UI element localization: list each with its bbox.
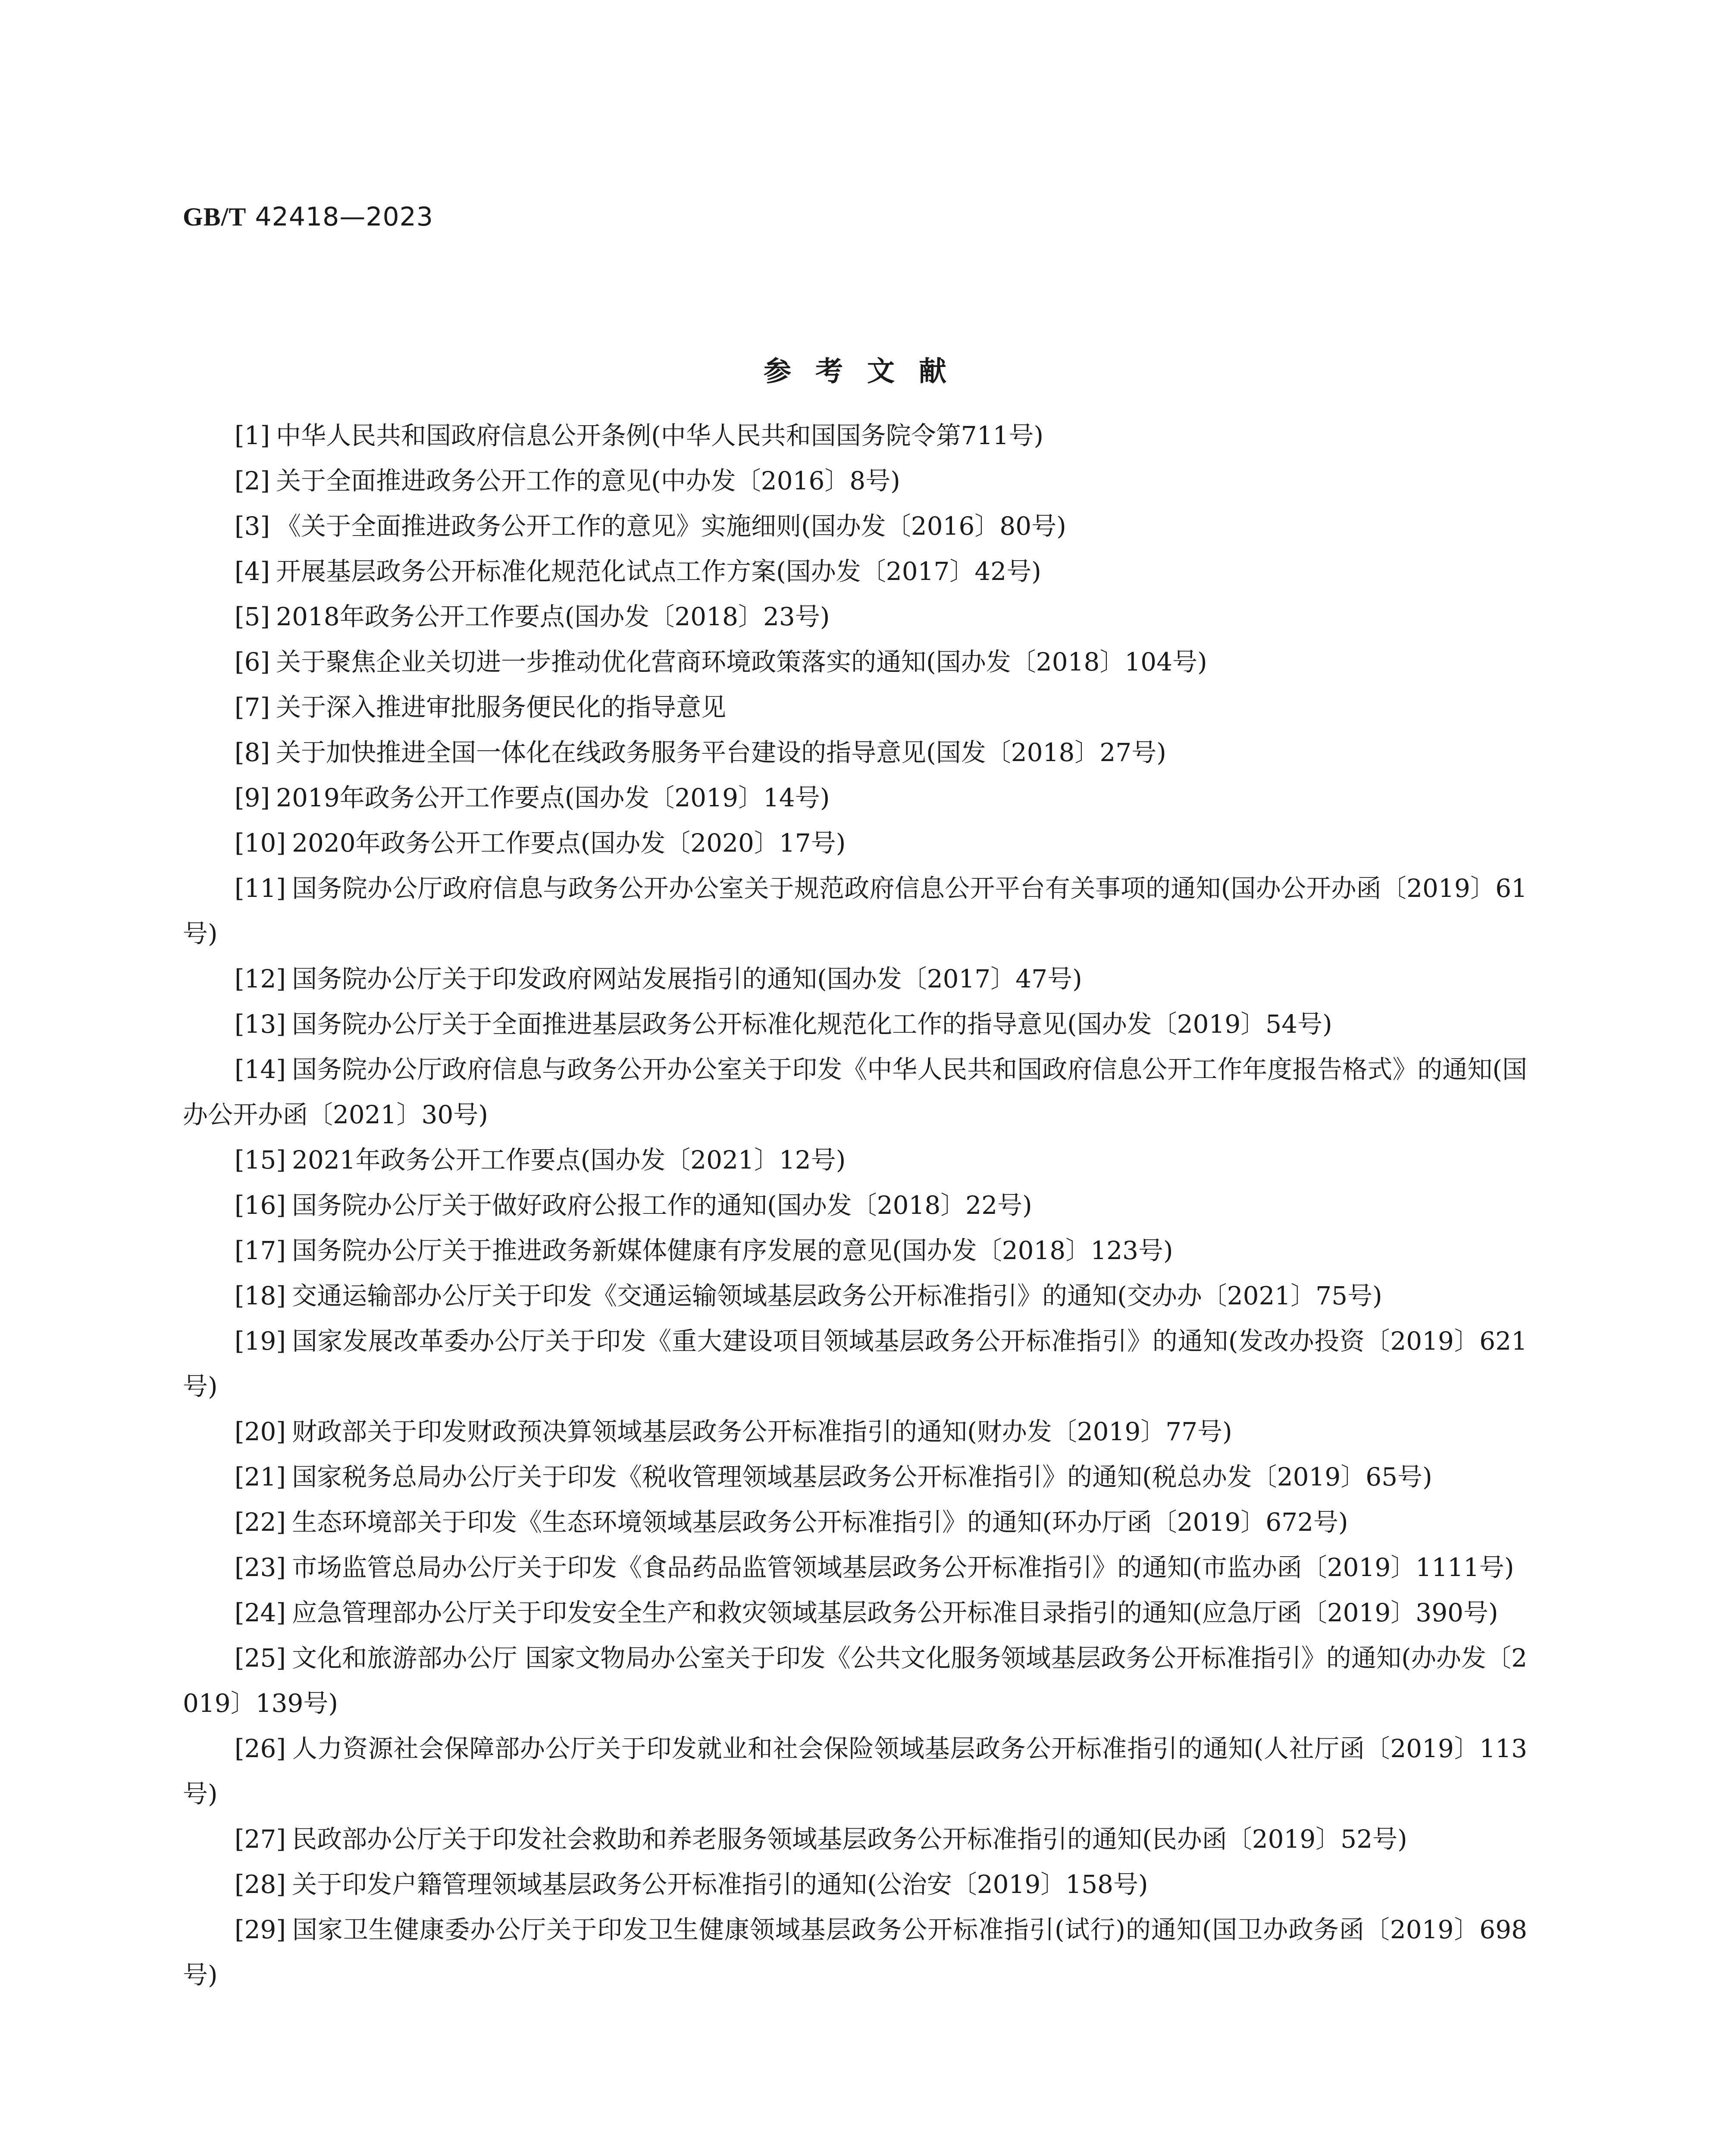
reference-item xyxy=(183,1138,1527,1183)
reference-text: 关于全面推进政务公开工作的意见(中办发〔2016〕8号) xyxy=(276,466,900,495)
reference-item xyxy=(183,685,1527,730)
reference-item xyxy=(183,1590,1527,1636)
reference-item xyxy=(183,1862,1527,1907)
reference-list xyxy=(183,413,1527,1998)
reference-number: [20] xyxy=(235,1417,286,1446)
reference-item xyxy=(183,639,1527,685)
reference-number: [12] xyxy=(235,964,286,993)
reference-item xyxy=(183,775,1527,821)
reference-number: [2] xyxy=(235,466,270,495)
reference-number: [18] xyxy=(235,1281,286,1310)
reference-text: 国家卫生健康委办公厅关于印发卫生健康领域基层政务公开标准指引(试行)的通知(国卫办政务函〔2019〕698号) xyxy=(183,1915,1527,1990)
reference-number: [21] xyxy=(235,1462,286,1492)
reference-text: 《关于全面推进政务公开工作的意见》实施细则(国办发〔2016〕80号) xyxy=(276,511,1066,541)
reference-item xyxy=(183,1047,1527,1138)
reference-number: [14] xyxy=(235,1055,286,1084)
standard-header xyxy=(183,202,433,232)
reference-item xyxy=(183,1228,1527,1273)
reference-item xyxy=(183,866,1527,956)
reference-item xyxy=(183,504,1527,549)
reference-text: 2018年政务公开工作要点(国办发〔2018〕23号) xyxy=(276,602,830,631)
reference-number: [25] xyxy=(235,1643,286,1673)
reference-item xyxy=(183,1273,1527,1319)
reference-number: [13] xyxy=(235,1009,286,1039)
reference-number: [5] xyxy=(235,602,270,631)
reference-number: [6] xyxy=(235,647,270,677)
reference-number: [19] xyxy=(235,1326,286,1356)
reference-text: 2020年政务公开工作要点(国办发〔2020〕17号) xyxy=(292,828,846,858)
reference-text: 关于深入推进审批服务便民化的指导意见 xyxy=(276,693,727,722)
reference-item xyxy=(183,1319,1527,1409)
reference-text: 国务院办公厅关于全面推进基层政务公开标准化规范化工作的指导意见(国办发〔2019〕54号) xyxy=(292,1009,1332,1039)
reference-text: 国务院办公厅关于印发政府网站发展指引的通知(国办发〔2017〕47号) xyxy=(292,964,1082,993)
reference-text: 国务院办公厅关于做好政府公报工作的通知(国办发〔2018〕22号) xyxy=(292,1191,1032,1220)
reference-number: [11] xyxy=(235,874,286,903)
reference-number: [1] xyxy=(235,421,270,450)
reference-text: 中华人民共和国政府信息公开条例(中华人民共和国国务院令第711号) xyxy=(276,421,1044,450)
reference-item xyxy=(183,956,1527,1002)
reference-text: 2021年政务公开工作要点(国办发〔2021〕12号) xyxy=(292,1145,846,1175)
reference-number: [27] xyxy=(235,1824,286,1854)
reference-text: 财政部关于印发财政预决算领域基层政务公开标准指引的通知(财办发〔2019〕77号) xyxy=(292,1417,1232,1446)
reference-number: [26] xyxy=(235,1734,286,1763)
reference-number: [24] xyxy=(235,1598,286,1627)
reference-text: 生态环境部关于印发《生态环境领域基层政务公开标准指引》的通知(环办厅函〔2019〕672号) xyxy=(292,1507,1348,1537)
reference-item xyxy=(183,1002,1527,1047)
reference-number: [3] xyxy=(235,511,270,541)
reference-item xyxy=(183,1817,1527,1862)
reference-text: 2019年政务公开工作要点(国办发〔2019〕14号) xyxy=(276,783,830,812)
reference-item xyxy=(183,1454,1527,1500)
reference-text: 文化和旅游部办公厅 国家文物局办公室关于印发《公共文化服务领域基层政务公开标准指引》的通知(办办发〔2019〕139号) xyxy=(183,1643,1527,1718)
reference-number: [15] xyxy=(235,1145,286,1175)
reference-text: 国务院办公厅政府信息与政务公开办公室关于规范政府信息公开平台有关事项的通知(国办公开办函〔2019〕61号) xyxy=(183,874,1527,948)
reference-item xyxy=(183,1545,1527,1590)
reference-item xyxy=(183,458,1527,504)
reference-text: 应急管理部办公厅关于印发安全生产和救灾领域基层政务公开标准目录指引的通知(应急厅函〔2019〕390号) xyxy=(292,1598,1498,1627)
reference-item xyxy=(183,1500,1527,1545)
reference-number: [9] xyxy=(235,783,270,812)
reference-number: [29] xyxy=(235,1915,286,1944)
reference-text: 关于加快推进全国一体化在线政务服务平台建设的指导意见(国发〔2018〕27号) xyxy=(276,738,1166,767)
reference-number: [7] xyxy=(235,693,270,722)
reference-text: 国家税务总局办公厅关于印发《税收管理领域基层政务公开标准指引》的通知(税总办发〔2019〕65号) xyxy=(292,1462,1432,1492)
reference-text: 开展基层政务公开标准化规范化试点工作方案(国办发〔2017〕42号) xyxy=(276,557,1041,586)
section-title: 参考文献 xyxy=(764,356,971,388)
reference-item xyxy=(183,821,1527,866)
reference-item xyxy=(183,1907,1527,1998)
reference-text: 关于印发户籍管理领域基层政务公开标准指引的通知(公治安〔2019〕158号) xyxy=(292,1870,1148,1899)
reference-text: 国务院办公厅政府信息与政务公开办公室关于印发《中华人民共和国政府信息公开工作年度报告格式》的通知(国办公开办函〔2021〕30号) xyxy=(183,1055,1527,1129)
reference-text: 人力资源社会保障部办公厅关于印发就业和社会保险领域基层政务公开标准指引的通知(人社厅函〔2019〕113号) xyxy=(183,1734,1527,1808)
reference-number: [16] xyxy=(235,1191,286,1220)
standard-number: 42418—2023 xyxy=(255,202,434,232)
reference-number: [28] xyxy=(235,1870,286,1899)
reference-text: 民政部办公厅关于印发社会救助和养老服务领域基层政务公开标准指引的通知(民办函〔2019〕52号) xyxy=(292,1824,1407,1854)
reference-number: [23] xyxy=(235,1553,286,1582)
reference-item xyxy=(183,594,1527,639)
reference-text: 国务院办公厅关于推进政务新媒体健康有序发展的意见(国办发〔2018〕123号) xyxy=(292,1236,1173,1265)
reference-text: 关于聚焦企业关切进一步推动优化营商环境政策落实的通知(国办发〔2018〕104号) xyxy=(276,647,1207,677)
reference-item xyxy=(183,1183,1527,1228)
reference-text: 市场监管总局办公厅关于印发《食品药品监管领域基层政务公开标准指引》的通知(市监办函〔2019〕1111号) xyxy=(292,1553,1514,1582)
reference-item xyxy=(183,1409,1527,1454)
reference-item xyxy=(183,1636,1527,1726)
reference-number: [8] xyxy=(235,738,270,767)
reference-number: [17] xyxy=(235,1236,286,1265)
reference-item xyxy=(183,730,1527,775)
reference-item xyxy=(183,1726,1527,1817)
standard-prefix: GB/T xyxy=(183,203,247,231)
reference-number: [4] xyxy=(235,557,270,586)
reference-number: [22] xyxy=(235,1507,286,1537)
reference-item xyxy=(183,413,1527,458)
reference-text: 国家发展改革委办公厅关于印发《重大建设项目领域基层政务公开标准指引》的通知(发改办投资〔2019〕621号) xyxy=(183,1326,1527,1401)
reference-number: [10] xyxy=(235,828,286,858)
reference-text: 交通运输部办公厅关于印发《交通运输领域基层政务公开标准指引》的通知(交办办〔2021〕75号) xyxy=(292,1281,1382,1310)
reference-item xyxy=(183,549,1527,594)
